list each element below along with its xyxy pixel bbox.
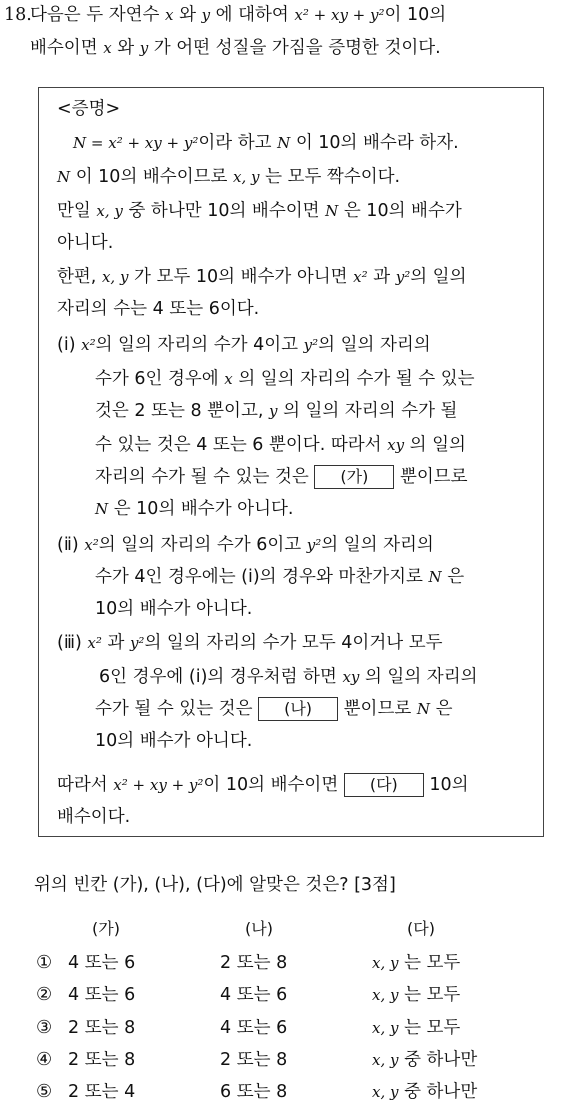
- option-text: 는 모두: [404, 953, 461, 973]
- option-ga: 2 또는 4: [68, 1082, 136, 1102]
- case-3-line: [99, 664, 478, 690]
- proof-text: 것은 2 또는 8 뿐이고,: [95, 401, 264, 421]
- var-n: N: [325, 202, 339, 220]
- proof-text: 은: [447, 567, 465, 587]
- question-text: 가 어떤 성질을 가짐을 증명한 것이다.: [153, 38, 441, 58]
- proof-text: 수 있는 것은 4 또는 6 뿐이다. 따라서: [95, 435, 382, 455]
- proof-line: 자리의 수는 4 또는 6이다.: [57, 299, 260, 319]
- var-x2: x²: [87, 634, 102, 652]
- option-na: 4 또는 6: [220, 985, 288, 1005]
- question-text: 이 10의: [384, 5, 447, 25]
- var-xy: x, y: [233, 168, 260, 186]
- var-xy: x, y: [101, 268, 129, 286]
- question-line-1: [30, 3, 446, 27]
- case-1-line: [95, 496, 293, 522]
- var-n: N: [95, 500, 109, 518]
- answer-option-1[interactable]: [36, 949, 556, 977]
- proof-text: 의 일의 자리의 수가 6이고: [98, 535, 302, 555]
- question-text: 에 대하여: [215, 5, 289, 25]
- option-ga: 2 또는 8: [68, 1018, 136, 1038]
- proof-line: [57, 264, 467, 290]
- proof-text: 이라 하고: [198, 133, 272, 153]
- var-x2: x²: [81, 336, 96, 354]
- proof-line: 아니다.: [57, 233, 114, 253]
- question-text: 배수이면: [30, 38, 98, 58]
- option-na: 2 또는 8: [220, 953, 288, 973]
- option-number: ②: [36, 984, 53, 1005]
- case-label: (ⅲ): [57, 633, 82, 653]
- proof-conclusion: [57, 772, 469, 798]
- conj-text: 와: [179, 5, 196, 25]
- option-da: [372, 981, 460, 1009]
- proof-text: 의 일의 자리의 수가 될 수 있는: [238, 369, 475, 389]
- var-n: N: [57, 168, 71, 186]
- proof-text: 따라서: [57, 775, 108, 795]
- blank-na[interactable]: (나): [258, 697, 338, 721]
- proof-text: 과: [373, 267, 391, 287]
- option-da: [372, 1078, 477, 1106]
- option-da: [372, 949, 460, 977]
- column-header-da: (다): [407, 919, 435, 938]
- proof-text: 의 일의 자리의: [364, 667, 478, 687]
- column-header-ga: (가): [92, 919, 120, 938]
- option-na: 2 또는 8: [220, 1050, 288, 1070]
- option-number: ①: [36, 952, 53, 973]
- proof-text: 이 10의 배수이면: [203, 775, 339, 795]
- proof-text: 의 일의 자리의: [318, 335, 431, 355]
- proof-box: [38, 87, 544, 837]
- case-1-line: [95, 398, 457, 424]
- question-text: 다음은 두 자연수: [30, 5, 160, 25]
- var-xy: x, y: [372, 1083, 399, 1101]
- proof-text: 뿐이므로: [399, 467, 468, 487]
- option-text: 는 모두: [404, 985, 461, 1005]
- proof-line: [57, 164, 400, 190]
- var-x2: x²: [353, 268, 368, 286]
- option-text: 중 하나만: [404, 1050, 478, 1070]
- answer-option-5[interactable]: [36, 1078, 556, 1106]
- proof-text: 의 일의: [409, 435, 466, 455]
- expression: x² + xy + y²: [294, 6, 385, 24]
- proof-line: [57, 198, 462, 224]
- var-xy: x, y: [96, 202, 123, 220]
- question-line-2: [30, 36, 441, 60]
- var-xy: xy: [387, 436, 405, 454]
- option-number: ③: [36, 1017, 53, 1038]
- option-text: 는 모두: [404, 1018, 461, 1038]
- conj-text: 와: [117, 38, 135, 58]
- proof-text: 의 일의 자리의 수가 모두 4이거나 모두: [144, 633, 443, 653]
- option-ga: 4 또는 6: [68, 985, 136, 1005]
- proof-text: 10의: [429, 775, 469, 795]
- proof-conclusion: 배수이다.: [57, 807, 131, 827]
- var-x: x: [103, 39, 112, 57]
- proof-text: 중 하나만 10의 배수이면: [128, 201, 320, 221]
- proof-text: 의 일의 자리의: [321, 535, 434, 555]
- option-text: 중 하나만: [404, 1082, 478, 1102]
- var-xy: x, y: [372, 1019, 399, 1037]
- proof-text: 의 일의 자리의 수가 될: [283, 401, 458, 421]
- proof-text: 과: [107, 633, 125, 653]
- proof-text: 자리의 수가 될 수 있는 것은: [95, 467, 309, 487]
- column-header-na: (나): [245, 919, 273, 938]
- option-da: [372, 1014, 460, 1042]
- case-2-line: [57, 532, 434, 558]
- proof-text: 수가 6인 경우에: [95, 369, 219, 389]
- case-1-line: [95, 464, 468, 490]
- expression: N = x² + xy + y²: [73, 134, 199, 152]
- proof-text: 뿐이므로: [343, 699, 412, 719]
- proof-text: 이 10의 배수이므로: [75, 167, 228, 187]
- case-3-line: [95, 696, 452, 722]
- answer-option-3[interactable]: [36, 1014, 556, 1042]
- var-n: N: [428, 568, 442, 586]
- case-1-line: [95, 366, 475, 392]
- proof-text: 만일: [57, 201, 91, 221]
- case-label: (ⅰ): [57, 335, 76, 355]
- blank-ga[interactable]: (가): [314, 465, 394, 489]
- var-y: y: [139, 39, 149, 57]
- var-y2: y²: [303, 336, 319, 354]
- var-y2: y²: [129, 634, 145, 652]
- proof-text: 가 모두 10의 배수가 아니면: [134, 267, 348, 287]
- option-ga: 4 또는 6: [68, 953, 136, 973]
- var-xy: xy: [342, 668, 360, 686]
- blank-da[interactable]: (다): [344, 773, 424, 797]
- proof-text: 수가 될 수 있는 것은: [95, 699, 253, 719]
- proof-text: 은: [435, 699, 453, 719]
- case-2-line: 10의 배수가 아니다.: [95, 599, 253, 619]
- case-2-line: [95, 564, 464, 590]
- var-y2: y²: [306, 536, 322, 554]
- var-x2: x²: [84, 536, 99, 554]
- var-x: x: [165, 6, 174, 24]
- proof-text: 은 10의 배수가 아니다.: [113, 499, 294, 519]
- proof-text: 한편,: [57, 267, 97, 287]
- var-xy: x, y: [372, 954, 399, 972]
- option-number: ⑤: [36, 1081, 53, 1102]
- proof-text: 수가 4인 경우에는 (ⅰ)의 경우와 마찬가지로: [95, 567, 423, 587]
- proof-text: 6인 경우에 (ⅰ)의 경우처럼 하면: [99, 667, 337, 687]
- case-1-line: [57, 332, 431, 358]
- proof-title: <증명>: [57, 99, 121, 119]
- option-na: 6 또는 8: [220, 1082, 288, 1102]
- var-xy: x, y: [372, 1051, 399, 1069]
- case-label: (ⅱ): [57, 535, 79, 555]
- var-y: y: [269, 402, 278, 420]
- answer-option-2[interactable]: [36, 981, 556, 1009]
- var-xy: x, y: [372, 986, 399, 1004]
- answer-option-4[interactable]: [36, 1046, 556, 1074]
- proof-line: [73, 130, 459, 156]
- option-da: [372, 1046, 477, 1074]
- option-na: 4 또는 6: [220, 1018, 288, 1038]
- option-number: ④: [36, 1049, 53, 1070]
- case-3-line: [57, 630, 443, 656]
- proof-text: 의 일의 자리의 수가 4이고: [95, 335, 299, 355]
- var-n: N: [416, 700, 430, 718]
- option-ga: 2 또는 8: [68, 1050, 136, 1070]
- proof-text: 은 10의 배수가: [343, 201, 462, 221]
- proof-text: 의 일의: [410, 267, 467, 287]
- case-1-line: [95, 432, 466, 458]
- question-number: 18.: [4, 5, 32, 25]
- expression: x² + xy + y²: [113, 776, 204, 794]
- var-x: x: [224, 370, 233, 388]
- var-n: N: [277, 134, 291, 152]
- proof-text: 이 10의 배수라 하자.: [295, 133, 459, 153]
- var-y: y: [201, 6, 211, 24]
- case-3-line: 10의 배수가 아니다.: [95, 731, 253, 751]
- var-y2: y²: [395, 268, 411, 286]
- proof-text: 는 모두 짝수이다.: [265, 167, 401, 187]
- answer-prompt: 위의 빈칸 (가), (나), (다)에 알맞은 것은? [3점]: [34, 875, 396, 895]
